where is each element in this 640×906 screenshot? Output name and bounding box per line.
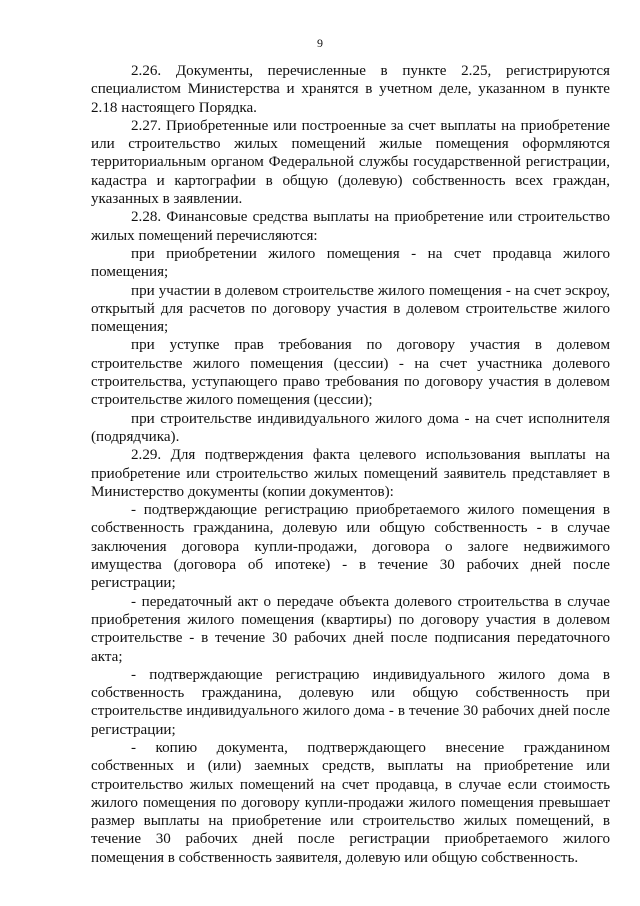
paragraph-2-29-item-house-registration: - подтверждающие регистрацию индивидуального жилого дома в собственность гражданина, долевую или общую собственность при строительстве индивидуального жилого дома - в течение 30 рабочих дней после регистрации;: [91, 666, 610, 738]
paragraph-2-26: 2.26. Документы, перечисленные в пункте 2.25, регистрируются специалистом Министерства и хранятся в учетном деле, указанном в пункте 2.18 настоящего Порядка.: [91, 63, 610, 116]
paragraph-2-28-item-house-construction: при строительстве индивидуального жилого дома - на счет исполнителя (подрядчика).: [91, 410, 610, 445]
document-body: [91, 62, 610, 867]
paragraph-2-29-item-registration: - подтверждающие регистрацию приобретаемого жилого помещения в собственность гражданина, долевую или общую собственность - в случае заключения договора купли-продажи, договора о залоге недвижимого имущества (договора об ипотеке) - в течение 30 рабочих дней после регистрации;: [91, 502, 610, 592]
paragraph-2-29-item-transfer-act: - передаточный акт о передаче объекта долевого строительства в случае приобретения жилого помещения (квартиры) по договору участия в долевом строительстве - в течение 30 рабочих дней после подписания передаточного акта;: [91, 593, 610, 665]
page-number: 9: [317, 36, 323, 50]
paragraph-2-29-item-payment-copy: - копию документа, подтверждающего внесение гражданином собственных и (или) заемных средств, выплаты на приобретение или строительство жилых помещений на счет продавца, в случае если стоимость жилого помещения по договору купли-продажи жилого помещения превышает размер выплаты на приобретение или строительство жилых помещений, в течение 30 рабочих дней после регистрации приобретаемого жилого помещения в собственность заявителя, долевую или общую собственность.: [91, 739, 610, 866]
paragraph-2-29: 2.29. Для подтверждения факта целевого использования выплаты на приобретение или строительство жилых помещений заявитель представляет в Министерство документы (копии документов):: [91, 447, 610, 500]
paragraph-2-28-item-purchase: при приобретении жилого помещения - на счет продавца жилого помещения;: [91, 245, 610, 281]
paragraph-2-28-item-shared-construction: при участии в долевом строительстве жилого помещения - на счет эскроу, открытый для расчетов по договору участия в долевом строительстве жилого помещения;: [91, 282, 610, 336]
paragraph-2-28: 2.28. Финансовые средства выплаты на приобретение или строительство жилых помещений перечисляются:: [91, 209, 610, 244]
paragraph-2-27: 2.27. Приобретенные или построенные за счет выплаты на приобретение или строительство жилых помещений жилые помещения оформляются территориальным органом Федеральной службы государственной регистрации, кадастра и картографии в общую (долевую) собственность всех граждан, указанных в заявлении.: [91, 117, 610, 208]
paragraph-2-28-item-assignment: при уступке прав требования по договору участия в долевом строительстве жилого помещения (цессии) - на счет участника долевого строительства, уступающего право требования по договору участия в долевом строительстве жилого помещения (цессии);: [91, 337, 610, 409]
